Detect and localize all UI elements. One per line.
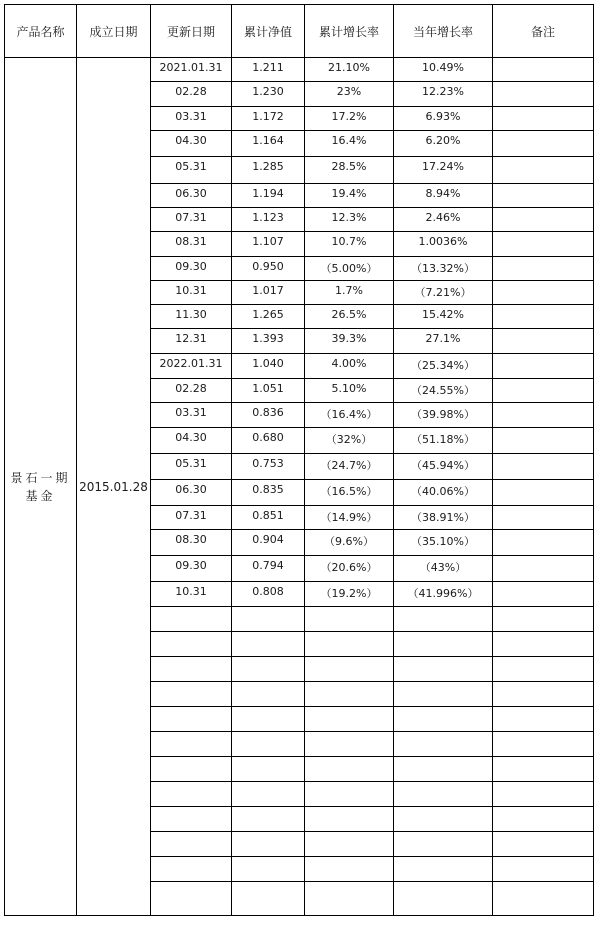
header-notes: 备注 <box>493 5 594 58</box>
ytd-growth-cell <box>394 807 493 832</box>
notes-cell <box>493 281 594 305</box>
ytd-growth-cell: （45.94%） <box>394 454 493 480</box>
update-date-cell <box>151 807 232 832</box>
notes-cell <box>493 82 594 107</box>
cumulative-growth-cell: （14.9%） <box>305 506 394 530</box>
ytd-growth-cell: 1.0036% <box>394 232 493 257</box>
ytd-growth-cell: 17.24% <box>394 157 493 184</box>
cumulative-growth-cell: （16.5%） <box>305 480 394 506</box>
notes-cell <box>493 682 594 707</box>
update-date-cell: 02.28 <box>151 379 232 403</box>
cumulative-growth-cell <box>305 832 394 857</box>
notes-cell <box>493 757 594 782</box>
update-date-cell: 09.30 <box>151 257 232 281</box>
fund-nav-table <box>4 4 594 916</box>
cumulative-growth-cell <box>305 882 394 916</box>
ytd-growth-cell <box>394 682 493 707</box>
ytd-growth-cell: （38.91%） <box>394 506 493 530</box>
update-date-cell: 02.28 <box>151 82 232 107</box>
ytd-growth-cell: 2.46% <box>394 208 493 232</box>
nav-cell: 1.285 <box>232 157 305 184</box>
ytd-growth-cell <box>394 882 493 916</box>
cumulative-growth-cell: 17.2% <box>305 107 394 131</box>
nav-cell: 0.904 <box>232 530 305 556</box>
nav-cell: 1.393 <box>232 329 305 354</box>
ytd-growth-cell <box>394 707 493 732</box>
nav-cell <box>232 782 305 807</box>
notes-cell <box>493 232 594 257</box>
update-date-cell: 06.30 <box>151 480 232 506</box>
update-date-cell <box>151 757 232 782</box>
ytd-growth-cell: 6.93% <box>394 107 493 131</box>
notes-cell <box>493 607 594 632</box>
header-product-name: 产品名称 <box>5 5 77 58</box>
update-date-cell <box>151 857 232 882</box>
notes-cell <box>493 428 594 454</box>
ytd-growth-cell: 6.20% <box>394 131 493 157</box>
ytd-growth-cell <box>394 732 493 757</box>
notes-cell <box>493 107 594 131</box>
nav-cell <box>232 832 305 857</box>
cumulative-growth-cell <box>305 782 394 807</box>
notes-cell <box>493 184 594 208</box>
ytd-growth-cell: 8.94% <box>394 184 493 208</box>
update-date-cell <box>151 657 232 682</box>
cumulative-growth-cell <box>305 607 394 632</box>
product-name: 景石一期基金 <box>10 470 71 503</box>
update-date-cell <box>151 832 232 857</box>
cumulative-growth-cell: （16.4%） <box>305 403 394 428</box>
update-date-cell: 08.30 <box>151 530 232 556</box>
header-ytd-growth: 当年增长率 <box>394 5 493 58</box>
update-date-cell: 07.31 <box>151 506 232 530</box>
table-row <box>5 58 594 82</box>
update-date-cell: 2021.01.31 <box>151 58 232 82</box>
ytd-growth-cell: （39.98%） <box>394 403 493 428</box>
nav-cell <box>232 607 305 632</box>
header-row <box>5 5 594 58</box>
update-date-cell: 06.30 <box>151 184 232 208</box>
cumulative-growth-cell: （32%） <box>305 428 394 454</box>
nav-cell <box>232 882 305 916</box>
ytd-growth-cell: （41.996%） <box>394 582 493 607</box>
notes-cell <box>493 329 594 354</box>
ytd-growth-cell: 15.42% <box>394 305 493 329</box>
ytd-growth-cell <box>394 657 493 682</box>
cumulative-growth-cell: 28.5% <box>305 157 394 184</box>
notes-cell <box>493 556 594 582</box>
nav-cell: 1.107 <box>232 232 305 257</box>
nav-cell <box>232 707 305 732</box>
header-established-date: 成立日期 <box>77 5 151 58</box>
ytd-growth-cell: 10.49% <box>394 58 493 82</box>
notes-cell <box>493 732 594 757</box>
cumulative-growth-cell: （24.7%） <box>305 454 394 480</box>
cumulative-growth-cell: 23% <box>305 82 394 107</box>
nav-cell: 0.753 <box>232 454 305 480</box>
nav-cell: 0.836 <box>232 403 305 428</box>
cumulative-growth-cell: 12.3% <box>305 208 394 232</box>
established-date: 2015.01.28 <box>77 58 151 916</box>
cumulative-growth-cell: 4.00% <box>305 354 394 379</box>
ytd-growth-cell: （25.34%） <box>394 354 493 379</box>
cumulative-growth-cell <box>305 657 394 682</box>
product-name-cell <box>5 58 77 916</box>
update-date-cell <box>151 632 232 657</box>
notes-cell <box>493 632 594 657</box>
ytd-growth-cell: （7.21%） <box>394 281 493 305</box>
ytd-growth-cell: （51.18%） <box>394 428 493 454</box>
header-cumulative-growth: 累计增长率 <box>305 5 394 58</box>
notes-cell <box>493 208 594 232</box>
update-date-cell: 10.31 <box>151 582 232 607</box>
cumulative-growth-cell: 1.7% <box>305 281 394 305</box>
ytd-growth-cell: （40.06%） <box>394 480 493 506</box>
update-date-cell: 05.31 <box>151 454 232 480</box>
nav-cell: 0.950 <box>232 257 305 281</box>
update-date-cell: 09.30 <box>151 556 232 582</box>
ytd-growth-cell <box>394 632 493 657</box>
cumulative-growth-cell: 39.3% <box>305 329 394 354</box>
update-date-cell: 03.31 <box>151 107 232 131</box>
ytd-growth-cell: 12.23% <box>394 82 493 107</box>
update-date-cell: 2022.01.31 <box>151 354 232 379</box>
cumulative-growth-cell <box>305 632 394 657</box>
cumulative-growth-cell <box>305 682 394 707</box>
update-date-cell: 12.31 <box>151 329 232 354</box>
header-cumulative-nav: 累计净值 <box>232 5 305 58</box>
nav-cell: 1.040 <box>232 354 305 379</box>
update-date-cell <box>151 707 232 732</box>
nav-cell <box>232 682 305 707</box>
notes-cell <box>493 657 594 682</box>
cumulative-growth-cell <box>305 857 394 882</box>
notes-cell <box>493 480 594 506</box>
ytd-growth-cell <box>394 782 493 807</box>
update-date-cell: 10.31 <box>151 281 232 305</box>
nav-cell <box>232 857 305 882</box>
cumulative-growth-cell: （9.6%） <box>305 530 394 556</box>
update-date-cell: 08.31 <box>151 232 232 257</box>
cumulative-growth-cell: 26.5% <box>305 305 394 329</box>
update-date-cell: 04.30 <box>151 131 232 157</box>
nav-cell: 1.230 <box>232 82 305 107</box>
header-update-date: 更新日期 <box>151 5 232 58</box>
ytd-growth-cell <box>394 832 493 857</box>
update-date-cell: 11.30 <box>151 305 232 329</box>
notes-cell <box>493 707 594 732</box>
update-date-cell: 03.31 <box>151 403 232 428</box>
notes-cell <box>493 506 594 530</box>
nav-cell: 0.680 <box>232 428 305 454</box>
notes-cell <box>493 832 594 857</box>
nav-cell: 0.808 <box>232 582 305 607</box>
nav-cell: 0.851 <box>232 506 305 530</box>
notes-cell <box>493 782 594 807</box>
cumulative-growth-cell: 21.10% <box>305 58 394 82</box>
cumulative-growth-cell: （19.2%） <box>305 582 394 607</box>
update-date-cell <box>151 607 232 632</box>
cumulative-growth-cell: （20.6%） <box>305 556 394 582</box>
ytd-growth-cell: （13.32%） <box>394 257 493 281</box>
notes-cell <box>493 454 594 480</box>
ytd-growth-cell <box>394 757 493 782</box>
nav-cell: 1.051 <box>232 379 305 403</box>
update-date-cell <box>151 882 232 916</box>
nav-cell: 1.123 <box>232 208 305 232</box>
ytd-growth-cell <box>394 857 493 882</box>
cumulative-growth-cell <box>305 732 394 757</box>
nav-cell: 1.164 <box>232 131 305 157</box>
ytd-growth-cell: （24.55%） <box>394 379 493 403</box>
notes-cell <box>493 882 594 916</box>
cumulative-growth-cell <box>305 757 394 782</box>
notes-cell <box>493 403 594 428</box>
notes-cell <box>493 807 594 832</box>
notes-cell <box>493 157 594 184</box>
cumulative-growth-cell: 16.4% <box>305 131 394 157</box>
cumulative-growth-cell <box>305 807 394 832</box>
notes-cell <box>493 530 594 556</box>
update-date-cell <box>151 732 232 757</box>
cumulative-growth-cell: 5.10% <box>305 379 394 403</box>
nav-cell: 1.017 <box>232 281 305 305</box>
nav-cell: 1.194 <box>232 184 305 208</box>
nav-cell <box>232 632 305 657</box>
nav-cell: 1.172 <box>232 107 305 131</box>
update-date-cell: 05.31 <box>151 157 232 184</box>
cumulative-growth-cell <box>305 707 394 732</box>
notes-cell <box>493 379 594 403</box>
nav-cell: 0.835 <box>232 480 305 506</box>
notes-cell <box>493 257 594 281</box>
nav-cell <box>232 732 305 757</box>
nav-cell <box>232 807 305 832</box>
update-date-cell: 07.31 <box>151 208 232 232</box>
notes-cell <box>493 582 594 607</box>
notes-cell <box>493 354 594 379</box>
nav-cell <box>232 657 305 682</box>
notes-cell <box>493 131 594 157</box>
update-date-cell <box>151 682 232 707</box>
ytd-growth-cell: （35.10%） <box>394 530 493 556</box>
notes-cell <box>493 58 594 82</box>
nav-cell <box>232 757 305 782</box>
ytd-growth-cell: 27.1% <box>394 329 493 354</box>
ytd-growth-cell <box>394 607 493 632</box>
cumulative-growth-cell: 10.7% <box>305 232 394 257</box>
nav-cell: 1.211 <box>232 58 305 82</box>
update-date-cell <box>151 782 232 807</box>
cumulative-growth-cell: （5.00%） <box>305 257 394 281</box>
nav-cell: 0.794 <box>232 556 305 582</box>
notes-cell <box>493 857 594 882</box>
cumulative-growth-cell: 19.4% <box>305 184 394 208</box>
table-body <box>5 58 594 916</box>
nav-cell: 1.265 <box>232 305 305 329</box>
ytd-growth-cell: （43%） <box>394 556 493 582</box>
notes-cell <box>493 305 594 329</box>
update-date-cell: 04.30 <box>151 428 232 454</box>
